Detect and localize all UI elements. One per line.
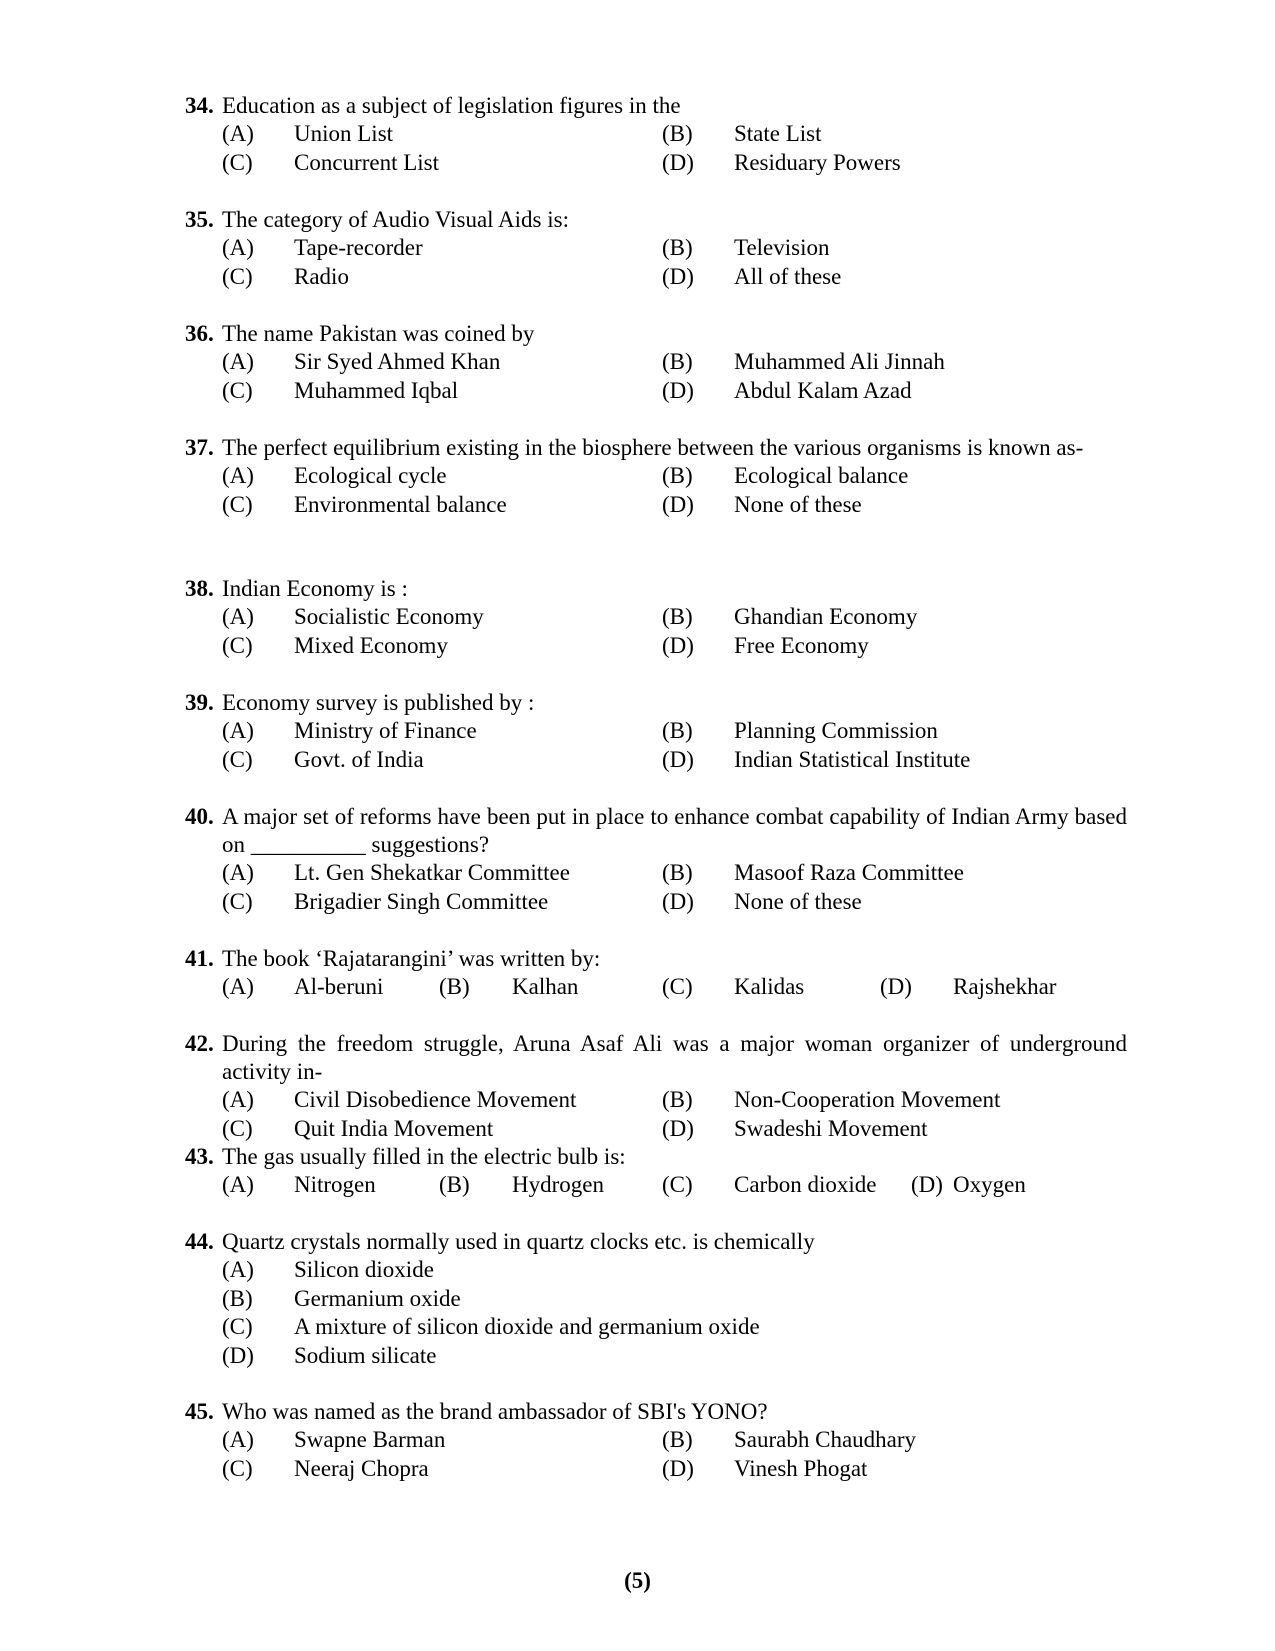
question-40 — [185, 803, 1127, 916]
question-stem — [185, 945, 1127, 973]
option-label-d: (D) — [662, 491, 694, 517]
option-row — [185, 632, 1127, 661]
question-stem — [185, 206, 1127, 234]
question-text: Education as a subject of legislation figures in the — [222, 93, 681, 118]
question-number: 45. — [185, 1399, 214, 1424]
option-text-c: A mixture of silicon dioxide and germanium oxide — [294, 1314, 760, 1340]
option-text-d: Indian Statistical Institute — [734, 746, 971, 772]
option-text-b: Saurabh Chaudhary — [734, 1427, 917, 1452]
option-text-a: Al-beruni — [294, 974, 384, 999]
question-number: 39. — [185, 690, 214, 715]
option-row — [185, 1171, 1127, 1200]
option-label-b: (B) — [439, 974, 470, 999]
option-text-a: Union List — [294, 121, 394, 146]
option-row — [185, 859, 1127, 888]
option-text-a: Civil Disobedience Movement — [294, 1087, 577, 1112]
option-text-c: Neeraj Chopra — [294, 1455, 429, 1481]
question-text: A major set of reforms have been put in place to enhance combat capability of Indian Army based on __________ suggestions? — [222, 804, 1127, 857]
option-label-a: (A) — [222, 718, 254, 743]
option-label-a: (A) — [222, 1087, 254, 1112]
option-label-c: (C) — [222, 1314, 253, 1340]
option-label-d: (D) — [662, 1115, 694, 1141]
question-number: 42. — [185, 1031, 214, 1056]
option-label-d: (D) — [662, 746, 694, 772]
question-number: 37. — [185, 435, 214, 460]
option-text-b: Ghandian Economy — [734, 604, 918, 629]
question-stem — [185, 434, 1127, 462]
option-text-a: Socialistic Economy — [294, 604, 484, 629]
option-label-a: (A) — [222, 235, 254, 260]
option-text-d: Sodium silicate — [294, 1342, 437, 1368]
option-text-b: Germanium oxide — [294, 1285, 461, 1311]
option-label-c: (C) — [222, 888, 253, 914]
question-text: Economy survey is published by : — [222, 690, 535, 715]
option-row — [185, 462, 1127, 491]
option-text-a: Ministry of Finance — [294, 718, 477, 743]
option-row — [185, 1115, 1127, 1144]
option-label-a: (A) — [222, 1427, 254, 1452]
option-row — [185, 603, 1127, 632]
question-stem — [185, 320, 1127, 348]
option-text-b: Non-Cooperation Movement — [734, 1087, 1001, 1112]
question-41 — [185, 945, 1127, 1002]
option-row — [185, 149, 1127, 178]
option-label-c: (C) — [222, 377, 253, 403]
option-row — [185, 1426, 1127, 1455]
option-row — [185, 888, 1127, 917]
page-number: (5) — [624, 1568, 651, 1593]
question-stem — [185, 575, 1127, 603]
question-37 — [185, 434, 1127, 519]
option-label-c: (C) — [222, 491, 253, 517]
option-row — [185, 377, 1127, 406]
option-label-b: (B) — [662, 860, 693, 885]
question-42 — [185, 1030, 1127, 1143]
question-text: Who was named as the brand ambassador of SBI's YONO? — [222, 1399, 768, 1424]
question-text: The category of Audio Visual Aids is: — [222, 207, 569, 232]
option-label-a: (A) — [222, 1257, 254, 1282]
option-label-c: (C) — [222, 1455, 253, 1481]
option-label-b: (B) — [439, 1172, 470, 1197]
question-text: The gas usually filled in the electric bulb is: — [222, 1144, 626, 1169]
option-label-d: (D) — [662, 632, 694, 658]
option-row — [185, 1285, 1127, 1314]
option-row — [185, 1256, 1127, 1285]
option-label-c: (C) — [222, 1115, 253, 1141]
question-stem — [185, 803, 1127, 859]
option-row — [185, 973, 1127, 1002]
option-text-b: Muhammed Ali Jinnah — [734, 349, 945, 374]
option-text-c: Muhammed Iqbal — [294, 377, 459, 403]
option-label-c: (C) — [222, 149, 253, 175]
option-label-c: (C) — [662, 974, 693, 999]
question-text: Indian Economy is : — [222, 576, 408, 601]
option-label-a: (A) — [222, 1172, 254, 1197]
question-stem — [185, 1143, 1127, 1171]
option-label-b: (B) — [662, 1427, 693, 1452]
question-stem — [185, 1398, 1127, 1426]
option-label-b: (B) — [662, 718, 693, 743]
option-label-a: (A) — [222, 604, 254, 629]
option-label-c: (C) — [662, 1172, 693, 1197]
question-34 — [185, 92, 1127, 177]
question-44 — [185, 1228, 1127, 1370]
question-45 — [185, 1398, 1127, 1483]
option-label-d: (D) — [222, 1342, 254, 1368]
option-row — [185, 234, 1127, 263]
option-text-b: Hydrogen — [512, 1172, 604, 1197]
question-text: Quartz crystals normally used in quartz clocks etc. is chemically — [222, 1229, 815, 1254]
option-text-d: Rajshekhar — [953, 974, 1057, 999]
option-text-a: Swapne Barman — [294, 1427, 446, 1452]
question-number: 38. — [185, 576, 214, 601]
option-text-a: Lt. Gen Shekatkar Committee — [294, 860, 570, 885]
option-label-d: (D) — [880, 974, 912, 999]
option-label-d: (D) — [662, 149, 694, 175]
option-label-b: (B) — [662, 121, 693, 146]
option-label-c: (C) — [222, 263, 253, 289]
option-label-d: (D) — [662, 263, 694, 289]
option-text-d: None of these — [734, 491, 862, 517]
option-text-b: Planning Commission — [734, 718, 938, 743]
option-text-c: Radio — [294, 263, 349, 289]
question-number: 34. — [185, 93, 214, 118]
question-number: 41. — [185, 946, 214, 971]
question-43 — [185, 1143, 1127, 1200]
option-row — [185, 120, 1127, 149]
question-number: 36. — [185, 321, 214, 346]
option-label-b: (B) — [662, 604, 693, 629]
option-text-d: Vinesh Phogat — [734, 1455, 868, 1481]
option-label-b: (B) — [662, 349, 693, 374]
option-row — [185, 1455, 1127, 1484]
option-label-a: (A) — [222, 974, 254, 999]
option-text-d: All of these — [734, 263, 842, 289]
option-row — [185, 348, 1127, 377]
question-number: 43. — [185, 1144, 214, 1169]
option-label-b: (B) — [662, 235, 693, 260]
option-row — [185, 746, 1127, 775]
option-text-c: Concurrent List — [294, 149, 439, 175]
option-text-d: Residuary Powers — [734, 149, 901, 175]
question-number: 40. — [185, 804, 214, 829]
option-text-c: Environmental balance — [294, 491, 507, 517]
option-row — [185, 1313, 1127, 1342]
option-label-b: (B) — [662, 1087, 693, 1112]
option-text-d: Swadeshi Movement — [734, 1115, 928, 1141]
question-text: The book ‘Rajatarangini’ was written by: — [222, 946, 601, 971]
option-row — [185, 491, 1127, 520]
option-text-a: Nitrogen — [294, 1172, 376, 1197]
option-text-d: None of these — [734, 888, 862, 914]
option-text-d: Abdul Kalam Azad — [734, 377, 912, 403]
option-row — [185, 1342, 1127, 1371]
option-text-d: Oxygen — [953, 1172, 1026, 1197]
option-text-c: Quit India Movement — [294, 1115, 494, 1141]
option-text-a: Tape-recorder — [294, 235, 423, 260]
question-text: The name Pakistan was coined by — [222, 321, 535, 346]
question-text: During the freedom struggle, Aruna Asaf Ali was a major woman organizer of underground activity in- — [222, 1031, 1127, 1084]
option-label-c: (C) — [222, 632, 253, 658]
option-label-d: (D) — [662, 888, 694, 914]
question-36 — [185, 320, 1127, 405]
question-stem — [185, 1030, 1127, 1086]
option-label-b: (B) — [222, 1285, 253, 1311]
option-text-a: Silicon dioxide — [294, 1257, 434, 1282]
option-text-c: Mixed Economy — [294, 632, 448, 658]
question-number: 35. — [185, 207, 214, 232]
option-label-d: (D) — [662, 377, 694, 403]
question-35 — [185, 206, 1127, 291]
option-text-c: Brigadier Singh Committee — [294, 888, 549, 914]
question-number: 44. — [185, 1229, 214, 1254]
question-stem — [185, 689, 1127, 717]
question-stem — [185, 92, 1127, 120]
question-stem — [185, 1228, 1127, 1256]
question-39 — [185, 689, 1127, 774]
option-text-b: Kalhan — [512, 974, 579, 999]
option-row — [185, 1086, 1127, 1115]
option-text-a: Ecological cycle — [294, 463, 447, 488]
option-row — [185, 263, 1127, 292]
option-text-d: Free Economy — [734, 632, 869, 658]
option-label-d: (D) — [911, 1172, 943, 1197]
option-text-b: State List — [734, 121, 822, 146]
option-text-c: Kalidas — [734, 974, 805, 999]
question-text: The perfect equilibrium existing in the biosphere between the various organisms is known as- — [222, 435, 1084, 460]
option-label-a: (A) — [222, 349, 254, 374]
option-text-c: Carbon dioxide — [734, 1172, 877, 1197]
option-label-c: (C) — [222, 746, 253, 772]
option-text-b: Ecological balance — [734, 463, 909, 488]
option-label-a: (A) — [222, 121, 254, 146]
option-label-d: (D) — [662, 1455, 694, 1481]
option-text-b: Television — [734, 235, 830, 260]
option-text-c: Govt. of India — [294, 746, 424, 772]
option-text-a: Sir Syed Ahmed Khan — [294, 349, 501, 374]
option-label-b: (B) — [662, 463, 693, 488]
option-text-b: Masoof Raza Committee — [734, 860, 964, 885]
option-label-a: (A) — [222, 860, 254, 885]
option-label-a: (A) — [222, 463, 254, 488]
question-38 — [185, 575, 1127, 660]
option-row — [185, 717, 1127, 746]
